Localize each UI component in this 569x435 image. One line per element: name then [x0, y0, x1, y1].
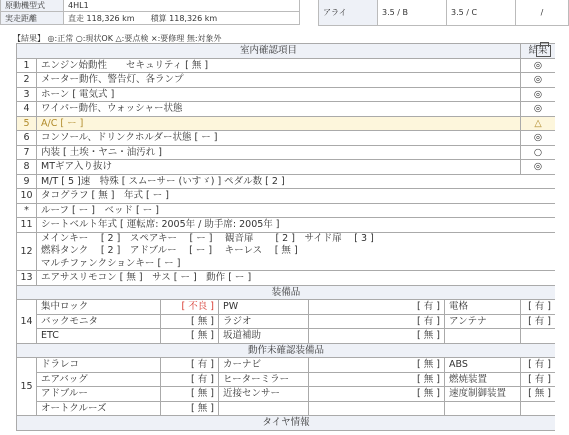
equipment-name: ヒーターミラー — [219, 372, 309, 387]
equipment-value: [ 有 ] — [521, 358, 555, 373]
equipment-value: [ 無 ] — [161, 329, 219, 344]
inspection-row — [17, 189, 556, 204]
unconfirmed-section-title: 動作未確認装備品 — [17, 343, 556, 358]
keys-line-3: マルチファンクションキー [ ー ] — [41, 257, 181, 269]
equipment-name — [219, 401, 309, 416]
inspection-row — [17, 160, 556, 175]
inspection-result: ○ — [521, 145, 555, 160]
equipment-name: PW — [219, 300, 309, 315]
inspection-item: A/C [ ー ] — [37, 116, 521, 131]
roof-bed-info: ルーフ [ ー ] ベッド [ ー ] — [37, 203, 556, 218]
row-number: 2 — [17, 73, 37, 88]
inspection-item: ワイパー動作、ウォッシャー状態 — [37, 102, 521, 117]
inspection-row — [17, 73, 556, 88]
equipment-section-title: 装備品 — [17, 285, 556, 300]
inspection-item: エンジン始動性 セキュリティ [ 無 ] — [37, 58, 521, 73]
equipment-value — [309, 401, 445, 416]
inspection-row-highlighted — [17, 116, 556, 131]
equipment-name: 近接センサー — [219, 387, 309, 402]
tachograph-info: タコグラフ [ 無 ] 年式 [ ー ] — [37, 189, 556, 204]
inspection-row — [17, 58, 556, 73]
mileage-value: 直走 118,326 km 積算 118,326 km — [64, 12, 300, 25]
equipment-value: [ 無 ] — [161, 401, 219, 416]
equipment-name: ドラレコ — [37, 358, 161, 373]
equipment-name: 集中ロック — [37, 300, 161, 315]
equipment-value: [ 無 ] — [309, 372, 445, 387]
inspection-row — [17, 145, 556, 160]
engine-type-value: 4HL1 — [64, 0, 300, 12]
equipment-value: [ 有 ] — [521, 372, 555, 387]
keys-line-2: 燃料タンク [ 2 ] アドブルー [ ー ] キーレス [ 無 ] — [41, 245, 298, 256]
inspection-result: ◎ — [521, 73, 555, 88]
alignment-value-other: / — [516, 0, 569, 26]
inspection-row — [17, 203, 556, 218]
air-suspension-info: エアサスリモコン [ 無 ] サス [ ー ] 動作 [ ー ] — [37, 271, 556, 286]
equipment-value: [ 無 ] — [309, 329, 445, 344]
equipment-value: [ 無 ] — [309, 387, 445, 402]
inspection-result: ◎ — [521, 102, 555, 117]
engine-type-label: 原動機型式 — [1, 0, 64, 12]
equipment-name — [445, 329, 521, 344]
keys-line-1: メインキー [ 2 ] スペアキー [ ー ] 観音扉 [ 2 ] サイド扉 [ 3 ] — [41, 232, 374, 244]
equipment-name: アンテナ — [445, 314, 521, 329]
inspection-item: 内装 [ 土埃・ヤニ・油汚れ ] — [37, 145, 521, 160]
row-number: 7 — [17, 145, 37, 160]
inspection-item: コンソール、ドリンクホルダー状態 [ ー ] — [37, 131, 521, 146]
result-header-label: 結果 — [528, 45, 548, 57]
unconfirmed-row — [17, 387, 556, 402]
mileage-label: 実走距離 — [1, 12, 64, 25]
equipment-name: ABS — [445, 358, 521, 373]
unconfirmed-row — [17, 401, 556, 416]
row-number: 8 — [17, 160, 37, 175]
row-number: 3 — [17, 87, 37, 102]
inspection-item: MTギア入り抜け — [37, 160, 521, 175]
print-icon[interactable] — [536, 45, 551, 57]
equipment-value — [521, 329, 555, 344]
row-number: 10 — [17, 189, 37, 204]
inspection-row — [17, 102, 556, 117]
equipment-row — [17, 300, 556, 315]
row-number: 4 — [17, 102, 37, 117]
equipment-name: エアバッグ — [37, 372, 161, 387]
row-number: 6 — [17, 131, 37, 146]
keys-info — [37, 232, 556, 271]
equipment-name: ETC — [37, 329, 161, 344]
equipment-name: カーナビ — [219, 358, 309, 373]
unconfirmed-row — [17, 372, 556, 387]
inspection-row — [17, 232, 556, 271]
seatbelt-info: シートベルト年式 [ 運転席: 2005年 / 助手席: 2005年 ] — [37, 218, 556, 233]
inspection-result: ◎ — [521, 160, 555, 175]
equipment-value: [ 有 ] — [521, 300, 555, 315]
equipment-row — [17, 329, 556, 344]
row-number: 12 — [17, 232, 37, 271]
equipment-value: [ 有 ] — [161, 372, 219, 387]
equipment-value-defect: [ 不良 ] — [161, 300, 219, 315]
equipment-name: 速度制御装置 — [445, 387, 521, 402]
equipment-value: [ 有 ] — [521, 314, 555, 329]
alignment-label: アライ — [319, 0, 378, 26]
equipment-value: [ 無 ] — [521, 387, 555, 402]
inspection-item: メーター動作、警告灯、各ランプ — [37, 73, 521, 88]
equipment-name: ラジオ — [219, 314, 309, 329]
inspection-row — [17, 218, 556, 233]
header-info — [0, 0, 569, 28]
inspection-row — [17, 271, 556, 286]
equipment-name: 燃焼装置 — [445, 372, 521, 387]
equipment-value: [ 有 ] — [309, 300, 445, 315]
equipment-value: [ 無 ] — [161, 387, 219, 402]
equipment-value: [ 有 ] — [161, 358, 219, 373]
inspection-sheet — [16, 43, 555, 435]
inspection-row — [17, 174, 556, 189]
equipment-value — [521, 401, 555, 416]
unconfirmed-row — [17, 358, 556, 373]
row-number: 15 — [17, 358, 37, 416]
row-number: 13 — [17, 271, 37, 286]
inspection-item: ホーン [ 電気式 ] — [37, 87, 521, 102]
inspection-row — [17, 87, 556, 102]
transmission-info: M/T [ 5 ]速 特殊 [ スムーサー (いすゞ) ] ペダル数 [ 2 ] — [37, 174, 556, 189]
alignment-value-front: 3.5 / B — [378, 0, 447, 26]
equipment-row — [17, 314, 556, 329]
inspection-result: △ — [521, 116, 555, 131]
equipment-value: [ 有 ] — [309, 314, 445, 329]
row-number: 1 — [17, 58, 37, 73]
inspection-row — [17, 131, 556, 146]
row-number: 9 — [17, 174, 37, 189]
equipment-name: オートクルーズ — [37, 401, 161, 416]
equipment-value: [ 無 ] — [309, 358, 445, 373]
tire-section-title: タイヤ情報 — [17, 416, 556, 431]
equipment-name: アドブルー — [37, 387, 161, 402]
alignment-table — [318, 0, 569, 26]
inspection-result: ◎ — [521, 131, 555, 146]
interior-section-title: 室内確認項目 — [17, 44, 521, 59]
equipment-value: [ 無 ] — [161, 314, 219, 329]
equipment-name — [445, 401, 521, 416]
row-number: 5 — [17, 116, 37, 131]
inspection-result: ◎ — [521, 58, 555, 73]
row-number: 14 — [17, 300, 37, 344]
engine-mileage-table — [0, 0, 300, 25]
alignment-value-rear: 3.5 / C — [447, 0, 516, 26]
row-number: * — [17, 203, 37, 218]
row-number: 11 — [17, 218, 37, 233]
equipment-name: 坂道補助 — [219, 329, 309, 344]
inspection-result: ◎ — [521, 87, 555, 102]
equipment-name: バックモニタ — [37, 314, 161, 329]
equipment-name: 電格 — [445, 300, 521, 315]
result-legend: 【結果】 ◎:正常 ○:現状OK △:要点検 ×:要修理 無:対象外 — [13, 34, 222, 43]
